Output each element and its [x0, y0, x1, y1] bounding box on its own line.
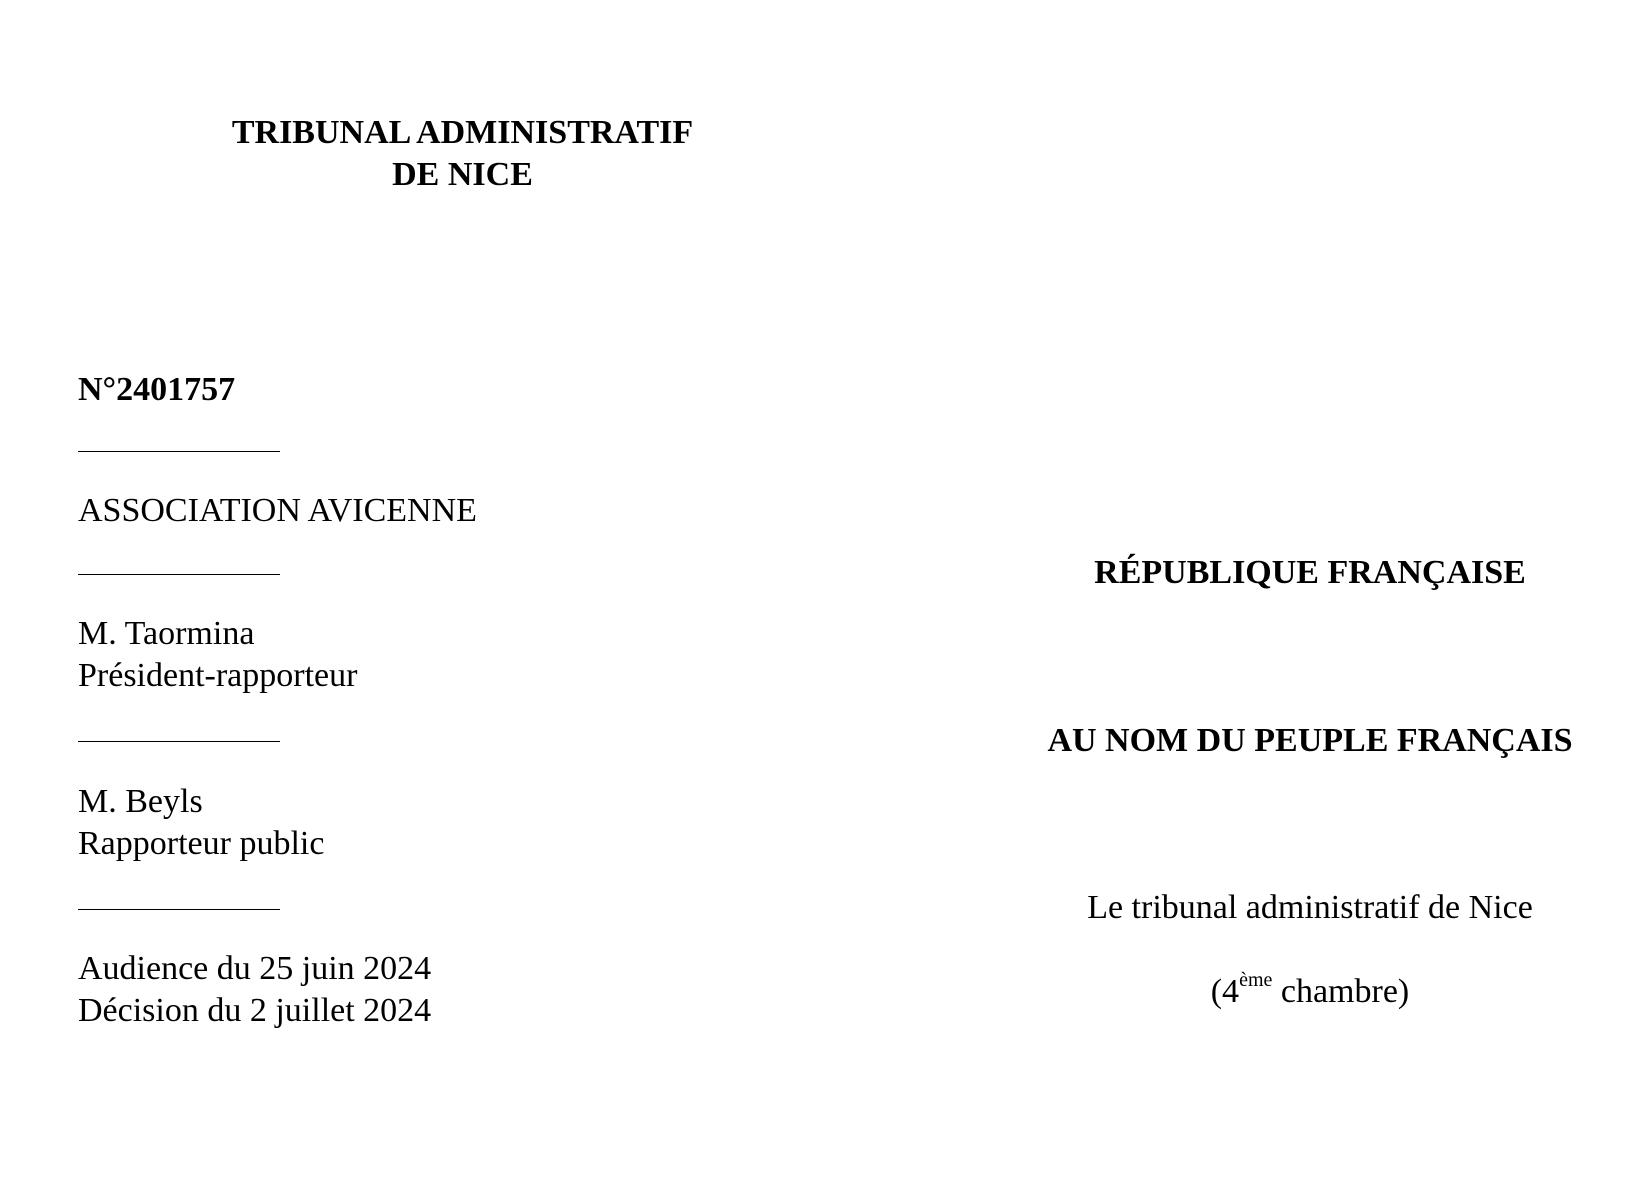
- case-number: N°2401757: [78, 371, 236, 408]
- court-name-line1: TRIBUNAL ADMINISTRATIF: [231, 114, 694, 151]
- chamber-open: (4: [1210, 973, 1240, 1010]
- president-role: Président-rapporteur: [78, 657, 358, 694]
- separator-rule: [78, 451, 280, 452]
- tribunal-line: Le tribunal administratif de Nice: [1087, 889, 1533, 926]
- separator-rule: [78, 909, 280, 910]
- hearing-date: Audience du 25 juin 2024: [78, 950, 432, 987]
- court-header: [200, 112, 725, 196]
- separator-rule: [78, 574, 280, 575]
- rapporteur-name: M. Beyls: [78, 783, 203, 820]
- decision-date: Décision du 2 juillet 2024: [78, 992, 432, 1029]
- chamber-line: [1020, 968, 1600, 1013]
- court-name-line2: DE NICE: [392, 156, 533, 193]
- chamber-close: chambre): [1272, 973, 1410, 1010]
- party-name: ASSOCIATION AVICENNE: [78, 492, 477, 529]
- rapporteur-role: Rapporteur public: [78, 825, 325, 862]
- people-heading: AU NOM DU PEUPLE FRANÇAIS: [1047, 722, 1573, 759]
- republic-heading: RÉPUBLIQUE FRANÇAISE: [1094, 554, 1526, 591]
- chamber-ordinal-superscript: ème: [1239, 968, 1273, 991]
- separator-rule: [78, 741, 280, 742]
- president-name: M. Taormina: [78, 615, 255, 652]
